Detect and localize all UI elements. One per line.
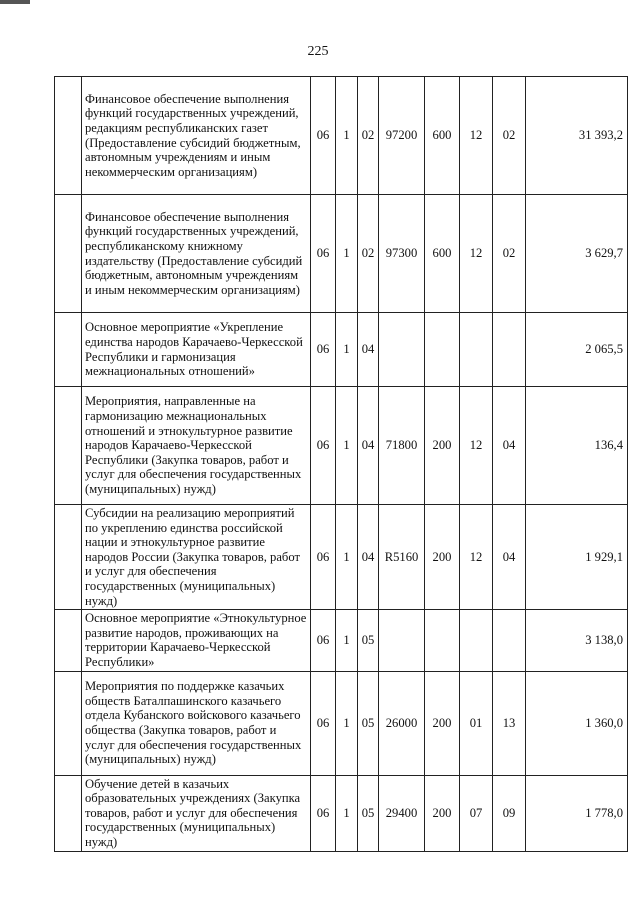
sum-cell: 136,4 [526, 387, 628, 505]
program-code-cell: 06 [311, 775, 336, 851]
program-code-cell: 06 [311, 505, 336, 610]
sum-cell: 3 138,0 [526, 610, 628, 671]
table-row [55, 671, 628, 775]
direction-code-cell [379, 313, 425, 387]
table-row [55, 77, 628, 195]
program-code-cell: 06 [311, 77, 336, 195]
section-cell: 12 [460, 505, 493, 610]
row-name-cell: Основное мероприятие «Этнокультурное развитие народов, проживающих на территории Карачаево-Черкесской Республики» [82, 610, 311, 671]
subsection-cell: 02 [493, 77, 526, 195]
row-number-cell [55, 195, 82, 313]
subprogram-code-cell: 1 [336, 505, 358, 610]
row-name-cell: Мероприятия по поддержке казачьих обществ Баталпашинского казачьего отдела Кубанского войскового казачьего общества (Закупка товаров, работ и услуг для обеспечения государственных (муниципальных) нужд) [82, 671, 311, 775]
table-row [55, 775, 628, 851]
direction-code-cell: 97300 [379, 195, 425, 313]
subprogram-code-cell: 1 [336, 610, 358, 671]
measure-code-cell: 05 [358, 610, 379, 671]
measure-code-cell: 05 [358, 775, 379, 851]
expense-type-cell: 600 [425, 195, 460, 313]
measure-code-cell: 02 [358, 195, 379, 313]
subsection-cell: 04 [493, 505, 526, 610]
expense-type-cell: 200 [425, 775, 460, 851]
direction-code-cell: 71800 [379, 387, 425, 505]
program-code-cell: 06 [311, 671, 336, 775]
row-name-cell: Финансовое обеспечение выполнения функций государственных учреждений, редакциям республиканских газет (Предоставление субсидий бюджетным, автономным учреждениям и иным некоммерческим организациям) [82, 77, 311, 195]
row-number-cell [55, 610, 82, 671]
subsection-cell: 04 [493, 387, 526, 505]
row-name-cell: Мероприятия, направленные на гармонизацию межнациональных отношений и этнокультурное развитие народов Карачаево-Черкесской Республики (Закупка товаров, работ и услуг для обеспечения государственных (муниципальных) нужд) [82, 387, 311, 505]
program-code-cell: 06 [311, 195, 336, 313]
table-row [55, 313, 628, 387]
scan-corner-mark [0, 0, 30, 4]
row-name-cell: Обучение детей в казачьих образовательных учреждениях (Закупка товаров, работ и услуг для обеспечения государственных (муниципальных) нужд) [82, 775, 311, 851]
subprogram-code-cell: 1 [336, 77, 358, 195]
program-code-cell: 06 [311, 610, 336, 671]
section-cell [460, 610, 493, 671]
table-row [55, 195, 628, 313]
row-name-cell: Финансовое обеспечение выполнения функций государственных учреждений, республиканскому книжному издательству (Предоставление субсидий бюджетным, автономным учреждениям и иным некоммерческим организациям) [82, 195, 311, 313]
expense-type-cell: 600 [425, 77, 460, 195]
direction-code-cell: R5160 [379, 505, 425, 610]
table-row [55, 610, 628, 671]
subsection-cell [493, 313, 526, 387]
row-number-cell [55, 77, 82, 195]
measure-code-cell: 04 [358, 313, 379, 387]
sum-cell: 2 065,5 [526, 313, 628, 387]
sum-cell: 1 929,1 [526, 505, 628, 610]
subprogram-code-cell: 1 [336, 671, 358, 775]
sum-cell: 1 778,0 [526, 775, 628, 851]
expense-type-cell: 200 [425, 505, 460, 610]
section-cell: 12 [460, 195, 493, 313]
sum-cell: 31 393,2 [526, 77, 628, 195]
table-row [55, 505, 628, 610]
sum-cell: 3 629,7 [526, 195, 628, 313]
subsection-cell: 02 [493, 195, 526, 313]
program-code-cell: 06 [311, 313, 336, 387]
measure-code-cell: 05 [358, 671, 379, 775]
row-number-cell [55, 387, 82, 505]
direction-code-cell: 29400 [379, 775, 425, 851]
subsection-cell: 13 [493, 671, 526, 775]
program-code-cell: 06 [311, 387, 336, 505]
row-number-cell [55, 775, 82, 851]
expense-type-cell: 200 [425, 387, 460, 505]
direction-code-cell [379, 610, 425, 671]
table-row [55, 387, 628, 505]
subprogram-code-cell: 1 [336, 775, 358, 851]
section-cell: 12 [460, 387, 493, 505]
section-cell: 07 [460, 775, 493, 851]
section-cell: 12 [460, 77, 493, 195]
page-number: 225 [307, 44, 329, 59]
direction-code-cell: 26000 [379, 671, 425, 775]
direction-code-cell: 97200 [379, 77, 425, 195]
expense-type-cell: 200 [425, 671, 460, 775]
row-name-cell: Основное мероприятие «Укрепление единства народов Карачаево-Черкесской Республики и гармонизация межнациональных отношений» [82, 313, 311, 387]
measure-code-cell: 02 [358, 77, 379, 195]
subsection-cell: 09 [493, 775, 526, 851]
row-name-cell: Субсидии на реализацию мероприятий по укреплению единства российской нации и этнокультурное развитие народов России (Закупка товаров, работ и услуг для обеспечения государственных (муниципальных) нужд) [82, 505, 311, 610]
expense-type-cell [425, 313, 460, 387]
sum-cell: 1 360,0 [526, 671, 628, 775]
subprogram-code-cell: 1 [336, 387, 358, 505]
row-number-cell [55, 505, 82, 610]
expense-type-cell [425, 610, 460, 671]
subprogram-code-cell: 1 [336, 313, 358, 387]
measure-code-cell: 04 [358, 505, 379, 610]
row-number-cell [55, 671, 82, 775]
section-cell [460, 313, 493, 387]
row-number-cell [55, 313, 82, 387]
section-cell: 01 [460, 671, 493, 775]
measure-code-cell: 04 [358, 387, 379, 505]
budget-table [54, 76, 628, 852]
subprogram-code-cell: 1 [336, 195, 358, 313]
subsection-cell [493, 610, 526, 671]
